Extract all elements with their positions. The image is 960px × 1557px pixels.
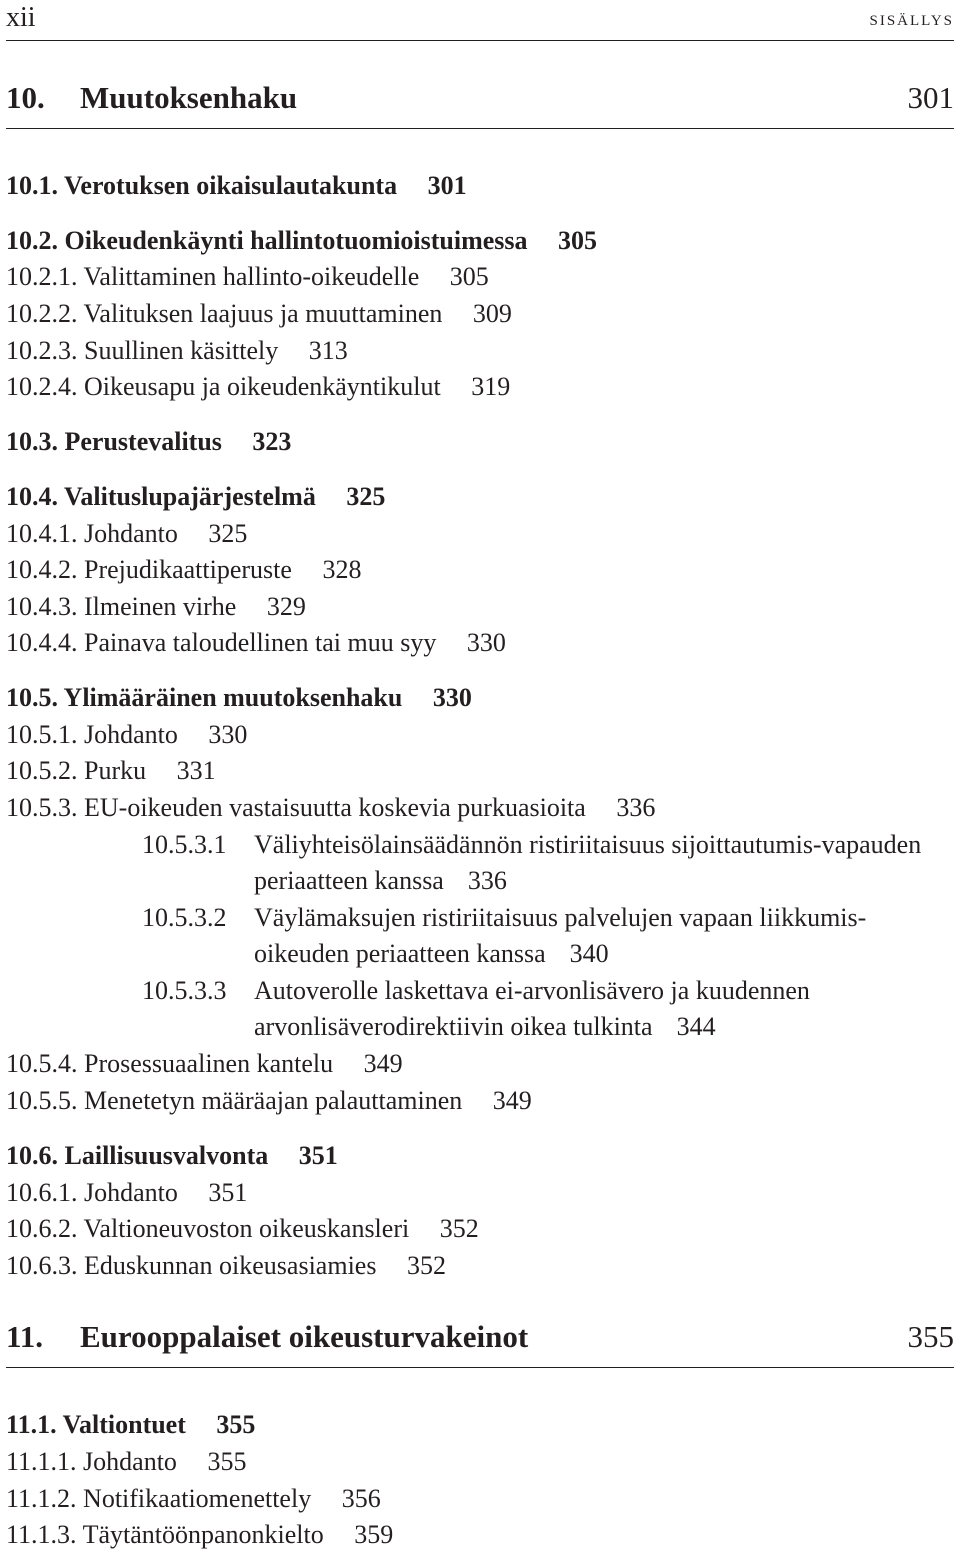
entry-page: 305 bbox=[449, 262, 489, 291]
entry-number: 10.5.5. bbox=[6, 1086, 78, 1115]
entry-page: 329 bbox=[266, 592, 306, 621]
entry-page: 301 bbox=[427, 171, 467, 200]
entry-number: 10.4.1. bbox=[6, 519, 78, 548]
entry-number: 10.5.3.3 bbox=[142, 976, 227, 1005]
entry-number: 10.6.3. bbox=[6, 1251, 78, 1280]
entry-number: 10.4.2. bbox=[6, 555, 78, 584]
entry-page: 330 bbox=[208, 720, 248, 749]
entry-number: 10.2. bbox=[6, 226, 58, 255]
entry-number: 10.6. bbox=[6, 1141, 58, 1170]
entry-page: 319 bbox=[471, 372, 511, 401]
entry-page: 351 bbox=[208, 1178, 248, 1207]
entry-title: Laillisuusvalvonta bbox=[64, 1141, 269, 1170]
entry-page: 349 bbox=[492, 1086, 532, 1115]
entry-title: Oikeudenkäynti hallintotuomioistuimessa bbox=[64, 226, 528, 255]
running-head bbox=[6, 0, 954, 41]
entry-number: 10.3. bbox=[6, 427, 58, 456]
toc-entry bbox=[6, 557, 361, 583]
entry-page: 313 bbox=[308, 336, 348, 365]
entry-page: 330 bbox=[466, 628, 506, 657]
entry-number: 10.2.2. bbox=[6, 299, 78, 328]
entry-title: Menetetyn määräajan palauttaminen bbox=[84, 1086, 463, 1115]
entry-number: 11.1. bbox=[6, 1410, 57, 1439]
entry-title: Prosessuaalinen kantelu bbox=[84, 1049, 334, 1078]
entry-number: 10.5.2. bbox=[6, 756, 78, 785]
entry-number: 11.1.3. bbox=[6, 1520, 77, 1549]
toc-entry bbox=[6, 301, 512, 327]
entry-title: Verotuksen oikaisulautakunta bbox=[64, 171, 398, 200]
toc-entry bbox=[6, 685, 472, 711]
toc-entry bbox=[6, 1412, 255, 1438]
entry-title: Eduskunnan oikeusasiamies bbox=[84, 1251, 377, 1280]
entry-page: 344 bbox=[676, 1012, 716, 1041]
entry-page: 309 bbox=[472, 299, 512, 328]
entry-number: 10.4.3. bbox=[6, 592, 78, 621]
toc-entry bbox=[6, 1216, 479, 1242]
entry-title: Väliyhteisölainsäädännön ristiriitaisuus sijoittautumis-vapauden periaatteen kanssa bbox=[254, 830, 922, 895]
entry-title: Autoverolle laskettava ei-arvonlisävero ja kuudennen arvonlisäverodirektiivin oikea tulkinta bbox=[254, 976, 810, 1041]
entry-page: 328 bbox=[322, 555, 362, 584]
entry-page: 323 bbox=[252, 427, 292, 456]
entry-title: Valtiontuet bbox=[62, 1410, 186, 1439]
entry-page: 349 bbox=[363, 1049, 403, 1078]
entry-page: 352 bbox=[406, 1251, 446, 1280]
entry-number: 10.4. bbox=[6, 482, 58, 511]
entry-title: Johdanto bbox=[84, 720, 178, 749]
toc-entry bbox=[6, 228, 597, 254]
entry-page: 330 bbox=[432, 683, 472, 712]
toc-entry bbox=[6, 374, 510, 400]
toc-entry bbox=[6, 173, 467, 199]
entry-title: Johdanto bbox=[84, 1178, 178, 1207]
entry-number: 10.2.3. bbox=[6, 336, 78, 365]
chapter-heading bbox=[6, 1315, 954, 1368]
entry-title: Väylämaksujen ristiriitaisuus palvelujen vapaan liikkumis-oikeuden periaatteen kanssa bbox=[254, 903, 867, 968]
entry-number: 10.5.1. bbox=[6, 720, 78, 749]
entry-title: Johdanto bbox=[84, 519, 178, 548]
entry-title: Painava taloudellinen tai muu syy bbox=[84, 628, 437, 657]
toc-entry bbox=[6, 429, 291, 455]
entry-title: Ilmeinen virhe bbox=[84, 592, 237, 621]
toc-entry bbox=[6, 1522, 393, 1548]
toc-entry bbox=[6, 1051, 403, 1077]
entry-title: Valtioneuvoston oikeuskansleri bbox=[83, 1214, 410, 1243]
entry-page: 325 bbox=[346, 482, 386, 511]
chapter-title: Muutoksenhaku bbox=[80, 80, 298, 115]
entry-number: 10.5. bbox=[6, 683, 58, 712]
entry-page: 340 bbox=[569, 939, 609, 968]
toc-entry bbox=[6, 594, 306, 620]
entry-number: 10.6.1. bbox=[6, 1178, 78, 1207]
toc-entry bbox=[6, 1143, 338, 1169]
entry-title: Oikeusapu ja oikeudenkäyntikulut bbox=[84, 372, 441, 401]
entry-title: Johdanto bbox=[83, 1447, 177, 1476]
entry-number: 10.6.2. bbox=[6, 1214, 78, 1243]
entry-title: Täytäntöönpanonkielto bbox=[82, 1520, 324, 1549]
entry-page: 331 bbox=[176, 756, 216, 785]
chapter-number: 11. bbox=[6, 1319, 44, 1354]
entry-title: Perustevalitus bbox=[64, 427, 222, 456]
entry-page: 352 bbox=[439, 1214, 479, 1243]
entry-title: Valittaminen hallinto-oikeudelle bbox=[83, 262, 420, 291]
entry-title: Ylimääräinen muutoksenhaku bbox=[63, 683, 403, 712]
toc-entry bbox=[6, 1088, 532, 1114]
entry-title: Prejudikaattiperuste bbox=[84, 555, 292, 584]
entry-number: 10.5.3.1 bbox=[142, 830, 227, 859]
entry-number: 10.2.1. bbox=[6, 262, 78, 291]
entry-number: 10.2.4. bbox=[6, 372, 78, 401]
entry-title: Valituksen laajuus ja muuttaminen bbox=[83, 299, 443, 328]
entry-number: 10.4.4. bbox=[6, 628, 78, 657]
entry-number: 10.5.4. bbox=[6, 1049, 78, 1078]
chapter-number: 10. bbox=[6, 80, 45, 115]
entry-page: 325 bbox=[208, 519, 248, 548]
entry-page: 356 bbox=[341, 1484, 381, 1513]
entry-title: Purku bbox=[84, 756, 147, 785]
toc-entry bbox=[6, 795, 655, 821]
toc-entry bbox=[6, 722, 247, 748]
chapter-title: Eurooppalaiset oikeusturvakeinot bbox=[80, 1319, 529, 1354]
entry-page: 355 bbox=[207, 1447, 247, 1476]
entry-page: 336 bbox=[616, 793, 656, 822]
section-title: sisällys bbox=[869, 6, 954, 30]
toc-entry bbox=[6, 1180, 247, 1206]
toc-entry bbox=[6, 521, 247, 547]
entry-number: 11.1.1. bbox=[6, 1447, 77, 1476]
toc-entry bbox=[6, 338, 348, 364]
toc-entry bbox=[6, 1486, 381, 1512]
chapter-heading bbox=[6, 76, 954, 129]
toc-entry bbox=[6, 1253, 446, 1279]
entry-number: 10.1. bbox=[6, 171, 58, 200]
entry-title: Suullinen käsittely bbox=[84, 336, 279, 365]
entry-number: 11.1.2. bbox=[6, 1484, 77, 1513]
chapter-page: 355 bbox=[907, 1319, 954, 1354]
entry-page: 359 bbox=[354, 1520, 394, 1549]
page-folio: xii bbox=[6, 2, 36, 33]
entry-number: 10.5.3. bbox=[6, 793, 78, 822]
entry-title: Valituslupajärjestelmä bbox=[64, 482, 316, 511]
entry-page: 305 bbox=[558, 226, 598, 255]
toc-entry bbox=[6, 758, 216, 784]
toc-entry bbox=[6, 630, 506, 656]
entry-page: 351 bbox=[298, 1141, 338, 1170]
chapter-page: 301 bbox=[907, 80, 954, 115]
entry-title: EU-oikeuden vastaisuutta koskevia purkuasioita bbox=[84, 793, 586, 822]
entry-page: 336 bbox=[467, 866, 507, 895]
toc-entry bbox=[6, 484, 385, 510]
toc-entry bbox=[6, 1449, 246, 1475]
entry-number: 10.5.3.2 bbox=[142, 903, 227, 932]
entry-page: 355 bbox=[216, 1410, 256, 1439]
entry-title: Notifikaatiomenettely bbox=[83, 1484, 312, 1513]
toc-entry bbox=[6, 264, 489, 290]
